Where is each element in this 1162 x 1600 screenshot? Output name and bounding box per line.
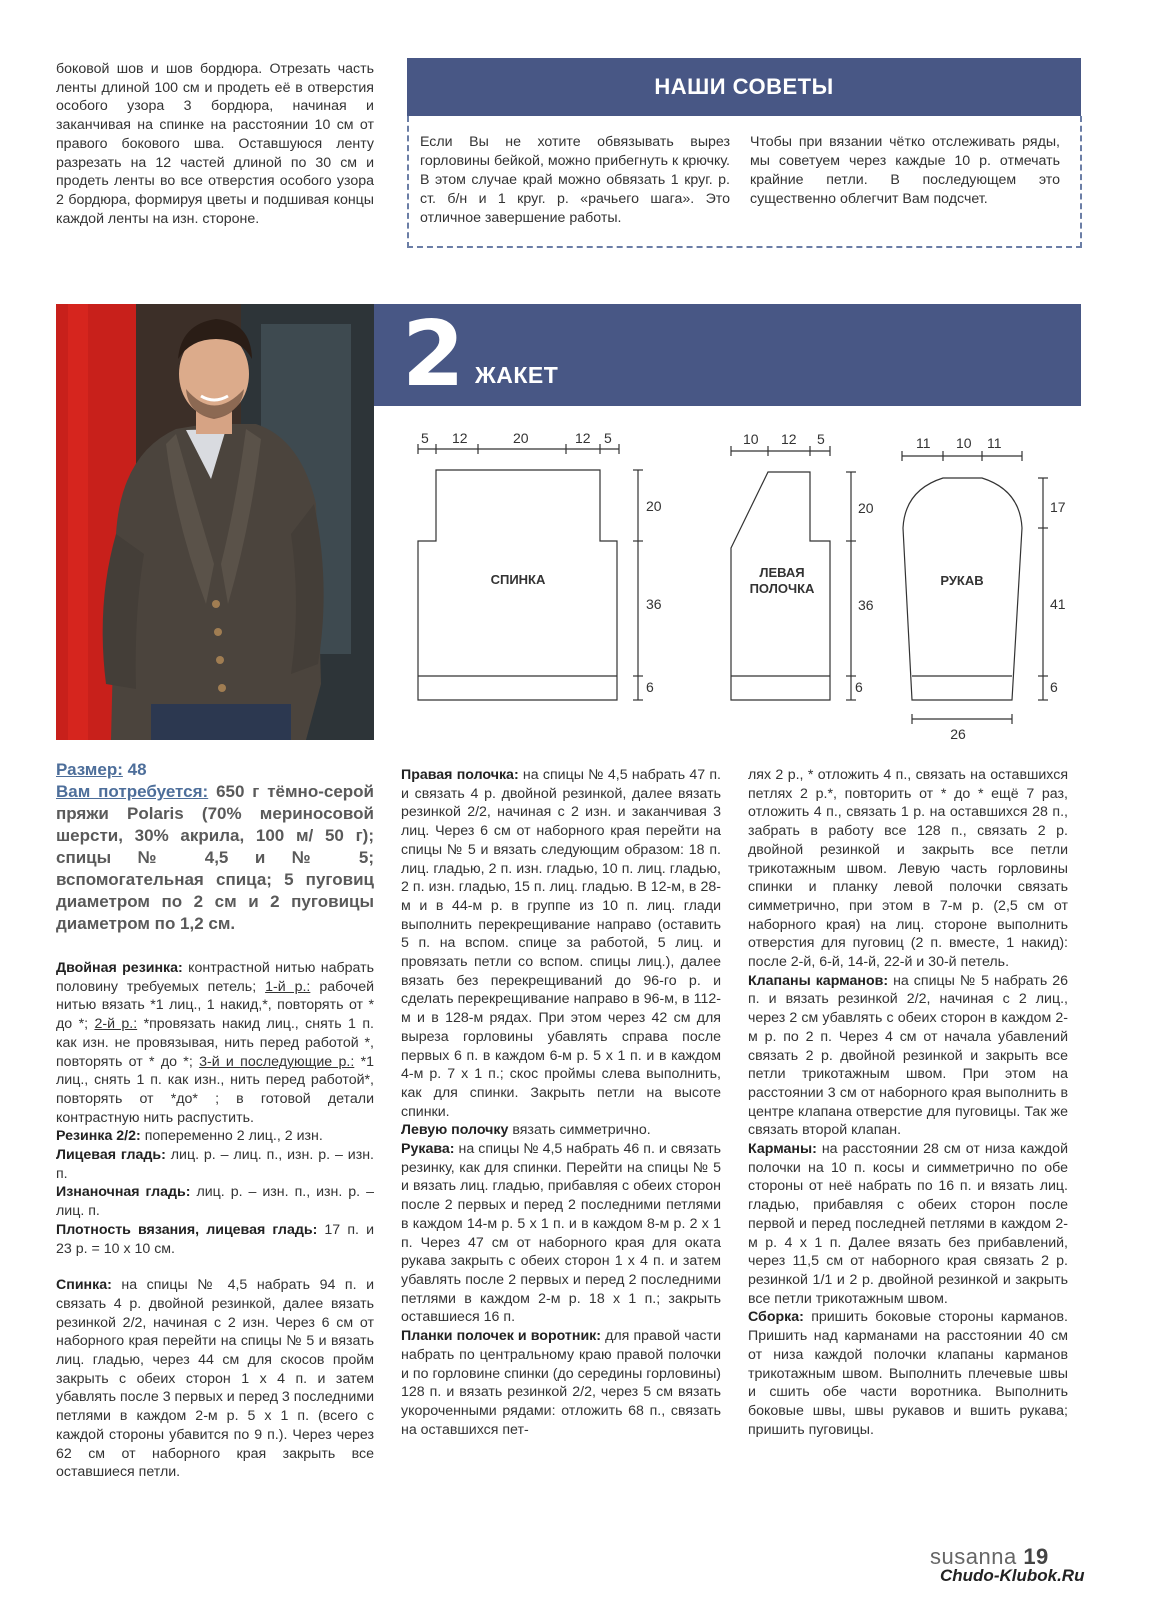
sleeves-paragraph xyxy=(401,1140,721,1327)
back-side-dim-2: 36 xyxy=(646,596,662,612)
right-front-heading: Правая полочка: xyxy=(401,767,519,783)
double-rib-text-d: *1 лиц., снять 1 п. как изн., нить перед работой*, повторять от *до* ; в готовой детали контрастную нить распустить. xyxy=(56,1053,375,1126)
gauge-text: 17 п. и 23 р. = 10 х 10 см. xyxy=(56,1221,374,1257)
sleeve-label: РУКАВ xyxy=(940,573,984,588)
stockinette-paragraph xyxy=(56,1146,374,1183)
bands-collar-continued: лях 2 р., * отложить 4 п., связать на оставшихся петлях 2 р.*, повторить от * до * ещё 7 раз, отложить 4 п., связать 1 р. на оставшихся 28 п., забрать в работу все 128 п., связать 2 р. двойной резинкой и закрыть все петли трикотажным швом. Левую часть горловины спинки и планку левой полочки связать симметрично, при этом в 7-м р. (2,5 см от наборного края) на лиц. стороне выполнить отверстия для пуговиц (2 п. вместе, 1 накид): после 2-й, 6-й, 14-й, 22-й и 30-й петель. xyxy=(748,767,1068,971)
sleeve-top-dim-1: 11 xyxy=(916,435,931,451)
right-front-paragraph xyxy=(401,766,721,1121)
front-label-2: ПОЛОЧКА xyxy=(749,581,815,596)
section-header-band xyxy=(374,304,1081,406)
rib-2-2-heading: Резинка 2/2: xyxy=(56,1128,141,1145)
bands-collar-text: для правой части набрать по центральному краю правой полочки и по горловине спинки (до середины горловины) 128 п. и вязать резинкой 2/2, через 5 см вязать укороченными рядами: отложить 68 п., связать на оставшихся пет- xyxy=(401,1328,721,1438)
column-3 xyxy=(748,766,1068,1439)
tips-title: НАШИ СОВЕТЫ xyxy=(654,74,834,99)
pocket-flaps-heading: Клапаны карманов: xyxy=(748,972,889,989)
sleeve-top-dim-2: 10 xyxy=(956,435,972,451)
assembly-paragraph xyxy=(748,1308,1068,1439)
row-3-label: 3-й и последующие р.: xyxy=(199,1053,355,1070)
materials-label: Вам потребуется: xyxy=(56,782,209,801)
back-label: СПИНКА xyxy=(490,572,546,587)
back-side-dim-3: 6 xyxy=(646,679,654,695)
sleeves-text: на спицы № 4,5 набрать 46 п. и связать резинку, как для спинки. Перейти на спицы № 5 и вязать лиц. гладью, прибавляя с обеих сторон после 2 первых и перед 2 последними петлями в каждом 14-м р. 5 х 1 п. и в каждом 8-м р. 2 х 1 п. Через 47 см от наборного края для оката рукава закрыть с обеих сторон 1 х 4 п. и затем убавлять после 2 первых и перед 2 последними петлями в каждом 2-м р. 18 х 1 п.; закрыть оставшиеся 16 п. xyxy=(401,1141,721,1326)
sleeve-bottom-dim: 26 xyxy=(950,726,966,742)
page-number: 19 xyxy=(1023,1544,1049,1569)
gauge-heading: Плотность вязания, лицевая гладь: xyxy=(56,1221,318,1238)
sleeve-side-dim-3: 6 xyxy=(1050,679,1058,695)
pocket-flaps-paragraph xyxy=(748,972,1068,1140)
back-heading: Спинка: xyxy=(56,1277,112,1294)
sleeve-side-dim-1: 17 xyxy=(1050,499,1066,515)
back-top-dim-4: 12 xyxy=(575,430,591,446)
front-top-dim-2: 12 xyxy=(781,431,797,447)
left-front-heading: Левую полочку xyxy=(401,1122,509,1139)
pockets-heading: Карманы: xyxy=(748,1141,817,1158)
front-top-dim-3: 5 xyxy=(817,431,825,447)
bands-collar-heading: Планки полочек и воротник: xyxy=(401,1328,601,1345)
front-side-dim-1: 20 xyxy=(858,500,874,516)
model-photo xyxy=(56,304,374,740)
front-label-1: ЛЕВАЯ xyxy=(759,565,805,580)
materials xyxy=(56,781,374,935)
back-side-dim-1: 20 xyxy=(646,498,662,514)
reverse-stockinette-heading: Изнаночная гладь: xyxy=(56,1184,191,1201)
pattern-schematics xyxy=(380,420,1080,750)
front-side-dim-2: 36 xyxy=(858,597,874,613)
size-label: Размер: xyxy=(56,760,123,779)
column-1 xyxy=(56,759,374,1482)
pockets-text: на расстоянии 28 см от низа каждой полочки на 10 п. косы и симметрично по обе стороны от неё набрать по 16 п. и вязать лиц. гладью, прибавляя с обеих сторон после первой и перед последней петлями в каждом 2-м р. 4 х 1 п. Далее вязать без прибавлений, через 11,5 см от наборного края связать 2 р. резинкой 1/1 и 2 р. двойной резинкой и закрыть все петли трикотажным швом. xyxy=(748,1141,1068,1307)
double-rib-text-c: *провязать накид лиц., снять 1 п. как изн. не провязывая, нить перед работой *, повторять от * до *; xyxy=(56,1016,374,1070)
row-2-label: 2-й р.: xyxy=(94,1016,138,1033)
back-text: на спицы № 4,5 набрать 94 п. и связать 4 р. двойной резинкой, далее вязать резинкой 2/2, начиная с 2 изн. Через 6 см от наборного края перейти на спицы № 5 и вязать лиц. гладью, через 44 см для скосов пройм закрыть с обеих сторон 1 х 4 п. и затем убавлять после 3 первых и перед 3 последними петлями в каждом 2-м р. 5 х 1 п. (всего с каждой стороны убавится по 9 п.). Через через 62 см от наборного края закрыть все оставшиеся петли. xyxy=(56,1277,374,1481)
size-line xyxy=(56,759,374,781)
stockinette-text: лиц. р. – лиц. п., изн. р. – изн. п. xyxy=(56,1147,374,1182)
back-top-dim-5: 5 xyxy=(604,430,612,446)
size-value: 48 xyxy=(127,760,147,779)
section-title: ЖАКЕТ xyxy=(475,362,559,388)
double-rib-text-a: контрастной нитью набрать половину требуемых петель; xyxy=(56,960,374,995)
section-number: 2 xyxy=(402,302,465,407)
tip-left: Если Вы не хотите обвязывать вырез горловины бейкой, можно прибегнуть к крючку. В этом случае край можно обвязать 1 круг. р. ст. б/н и 1 круг. р. «рачьего шага». Это отличное завершение работы. xyxy=(420,134,730,226)
back-top-dim-1: 5 xyxy=(421,430,429,446)
column-2 xyxy=(401,766,721,1439)
assembly-heading: Сборка: xyxy=(748,1309,804,1326)
man-in-cardigan-illustration xyxy=(56,304,374,740)
left-front-paragraph xyxy=(401,1121,721,1140)
tip-right: Чтобы при вязании чётко отслеживать ряды, мы советуем через каждые 10 р. отмечать крайние петли. В последующем это существенно облегчит Вам подсчет. xyxy=(750,134,1060,207)
continuation-paragraph: боковой шов и шов бордюра. Отрезать часть ленты длиной 100 см и продеть её в отверстия особого узора 3 бордюра, начиная и заканчивая на спинке на расстоянии 10 см от правого бокового шва. Оставшуюся ленту разрезать на 12 частей длиной по 30 см и продеть ленты во все отверстия особого узора 2 бордюра, формируя цветы и подшивая концы каждой ленты на изн. стороне. xyxy=(56,61,374,227)
assembly-text: пришить боковые стороны карманов. Пришить над карманами на расстоянии 40 см от низа каждой полочки клапаны карманов трикотажным швом. Выполнить плечевые швы и сшить обе части воротника. Выполнить боковые швы, швы рукавов и вшить рукава; пришить пуговицы. xyxy=(748,1309,1068,1438)
row-1-label: 1-й р.: xyxy=(265,978,311,995)
magazine-name: susanna xyxy=(930,1544,1017,1569)
front-side-dim-3: 6 xyxy=(855,679,863,695)
reverse-stockinette-text: лиц. р. – изн. п., изн. р. – лиц. п. xyxy=(56,1184,374,1220)
pocket-flaps-text: на спицы № 5 набрать 26 п. и вязать резинкой 2/2, начиная с 2 лиц., через 2 см убавлять с обеих сторон в каждом 2-м р. по 2 п. Через 4 см от начала убавлений связать 2 р. двойной резинкой и закрыть все петли трикотажным швом. При этом на расстоянии 3 см от наборного края выполнить в центре клапана отверстие для пуговицы. Так же связать второй клапан. xyxy=(748,972,1069,1139)
double-rib-paragraph xyxy=(56,959,374,1127)
watermark: Chudo-Klubok.Ru xyxy=(940,1566,1085,1585)
gauge-paragraph xyxy=(56,1221,374,1258)
back-top-dim-2: 12 xyxy=(452,430,468,446)
rib-2-2-paragraph xyxy=(56,1127,374,1146)
materials-text: 650 г тёмно-серой пряжи Polaris (70% мериносовой шерсти, 30% акрила, 100 м/ 50 г); спицы № 4,5 и № 5; вспомогательная спица; 5 пуговиц диаметром по 2 см и 2 пуговицы диаметром по 1,2 см. xyxy=(56,782,374,933)
back-paragraph xyxy=(56,1276,374,1482)
double-rib-heading: Двойная резинка: xyxy=(56,960,183,976)
sleeve-top-dim-3: 11 xyxy=(987,435,1002,451)
left-front-text: вязать симметрично. xyxy=(512,1122,651,1139)
reverse-stockinette-paragraph xyxy=(56,1183,374,1220)
sleeves-heading: Рукава: xyxy=(401,1141,455,1158)
double-rib-text-b: рабочей нитью вязать *1 лиц., 1 накид,*, повторять от * до *; xyxy=(56,978,375,1033)
bands-collar-paragraph xyxy=(401,1327,721,1439)
rib-2-2-text: попеременно 2 лиц., 2 изн. xyxy=(144,1128,323,1145)
front-top-dim-1: 10 xyxy=(743,431,759,447)
sleeve-side-dim-2: 41 xyxy=(1050,596,1066,612)
right-front-text: на спицы № 4,5 набрать 47 п. и связать 4 р. двойной резинкой, далее вязать резинкой 2/2, начиная с 2 изн. и заканчивая 3 лиц. Через 6 см от наборного края перейти на спицы № 5 и вязать следующим образом: 18 п. лиц. гладью, 2 п. изн. гладью, 10 п. лиц. гладью, 2 п. изн. гладью, 15 п. лиц. гладью. В 12-м, в 28-м и в 44-м р. в группе из 10 п. лиц. глади выполнить перекрещивание направо (оставить 5 п. на вспом. спице за работой, 5 лиц. и провязать петли со вспом. спицы лиц.), далее вязать без перекрещиваний до 96-го р. и сделать перекрещивание направо в 96-м, в 112-м и в 128-м рядах. При этом через 42 см для выреза горловины убавлять справа после первых 6 п. в каждом 6-м р. 5 х 1 п. и в каждом 4-м р. 7 х 1 п.; скос проймы слева выполнить, как для спинки. Закрыть петли на высоте спинки. xyxy=(401,767,721,1120)
back-top-dim-3: 20 xyxy=(513,430,529,446)
pockets-paragraph xyxy=(748,1140,1068,1308)
stockinette-heading: Лицевая гладь: xyxy=(56,1147,166,1164)
